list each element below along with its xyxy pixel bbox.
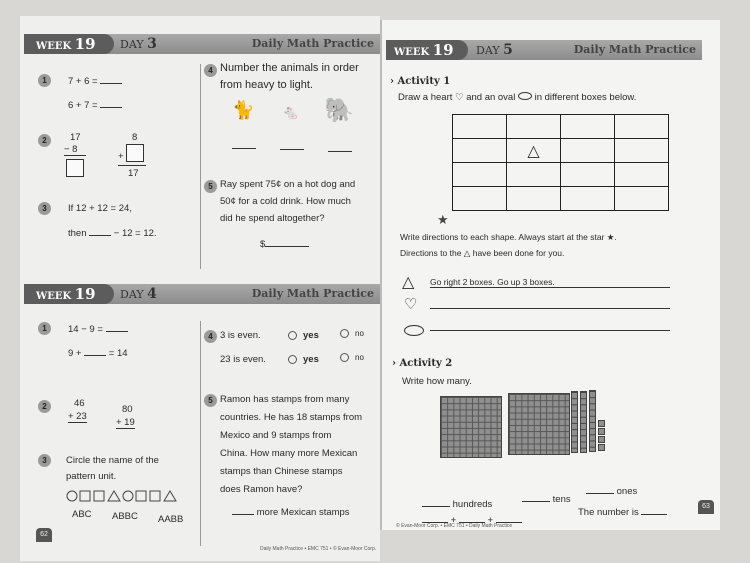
answer-blank[interactable]	[522, 493, 550, 502]
yes-radio[interactable]	[288, 330, 319, 341]
left-page	[20, 16, 380, 561]
one-unit	[598, 444, 605, 451]
activity1-title: › Activity 1	[390, 76, 451, 87]
q2-p1-bottom: + 23	[68, 411, 87, 422]
grid-cell[interactable]	[453, 115, 507, 139]
day5-header	[386, 40, 702, 60]
grid-cell[interactable]	[561, 163, 615, 187]
radio-circle[interactable]	[288, 355, 297, 364]
answer-blank[interactable]	[459, 514, 485, 523]
q1-b2: = 14	[108, 348, 128, 359]
ones-label: ones	[616, 486, 638, 497]
q2-p2-top: 80	[122, 404, 133, 415]
q2-bottom2: 17	[128, 168, 139, 179]
no-radio[interactable]	[340, 353, 364, 362]
q4-line2: from heavy to light.	[220, 79, 313, 91]
option-abbc[interactable]: ABBC	[112, 511, 138, 522]
q2-top1: 17	[70, 132, 81, 143]
q5-line3: did he spend altogether?	[220, 213, 325, 224]
q3-b	[68, 227, 157, 239]
q5-line3: Mexico and 9 stamps from	[220, 430, 332, 441]
direction-grid	[452, 114, 669, 211]
number-is-field	[578, 506, 667, 518]
question-number: 2	[38, 134, 51, 147]
week-label: WEEK	[394, 47, 430, 58]
answer-blank[interactable]	[496, 514, 522, 523]
star-icon: ★	[437, 212, 449, 227]
grid-cell[interactable]	[561, 187, 615, 211]
directions-line1: Write directions to each shape. Always start at the star ★.	[400, 232, 617, 242]
grid-cell[interactable]	[453, 139, 507, 163]
page-footer: © Evan-Moor Corp. • EMC 751 • Daily Math Practice	[396, 523, 513, 529]
grid-cell[interactable]	[453, 187, 507, 211]
tens-field	[522, 493, 571, 505]
q5-line4: China. How many more Mexican	[220, 448, 358, 459]
radio-circle[interactable]	[340, 353, 349, 362]
day-text: DAY	[476, 44, 500, 57]
day-number: 5	[503, 42, 513, 58]
grid-cell[interactable]	[453, 163, 507, 187]
q1-a-text: 7 + 6 =	[68, 76, 98, 87]
week-number: 19	[432, 41, 454, 59]
tens-label: tens	[552, 494, 571, 505]
option-aabb[interactable]: AABB	[158, 514, 184, 525]
q3-line1: Circle the name of the	[66, 455, 159, 466]
q3-b1: then	[68, 228, 87, 239]
q5-line2: countries. He has 18 stamps from	[220, 412, 363, 423]
day-label	[476, 40, 513, 61]
cat-icon: 🐈	[232, 100, 255, 120]
q2-p2-bottom: + 19	[116, 417, 135, 428]
option-abc[interactable]: ABC	[72, 509, 92, 520]
answer-blank[interactable]	[422, 498, 450, 507]
day-text: DAY	[120, 288, 144, 301]
ten-rod	[580, 391, 587, 453]
q2-top2: 8	[132, 132, 138, 143]
one-unit	[598, 436, 605, 443]
ten-rod	[571, 391, 578, 453]
page-number: 63	[698, 500, 714, 514]
answer-unit: more Mexican stamps	[256, 507, 350, 518]
header-title: Daily Math Practice	[573, 43, 696, 56]
activity1-title-text: Activity 1	[397, 76, 451, 87]
answer-blank[interactable]	[328, 151, 352, 152]
triangle-icon: △	[463, 248, 471, 258]
triangle-directions[interactable]: Go right 2 boxes. Go up 3 boxes.	[430, 277, 670, 288]
one-unit	[598, 428, 605, 435]
q5-line1: Ray spent 75¢ on a hot dog and	[220, 179, 356, 190]
q5-answer	[232, 506, 350, 518]
oval-icon	[404, 325, 424, 336]
answer-blank[interactable]	[100, 75, 122, 84]
q5-line5: stamps than Chinese stamps	[220, 466, 343, 477]
right-page	[380, 20, 720, 530]
radio-circle[interactable]	[288, 331, 297, 340]
heart-directions-blank[interactable]	[430, 308, 670, 309]
star-icon: ★	[606, 232, 615, 242]
sum-line	[118, 165, 146, 166]
ones-field	[586, 485, 637, 497]
answer-blank[interactable]	[232, 506, 254, 515]
activity1-instructions	[398, 92, 636, 103]
question-number: 5	[204, 394, 217, 407]
answer-box[interactable]	[126, 144, 144, 162]
plus-sign: +	[450, 515, 457, 526]
day3-header	[24, 34, 380, 54]
q4-statement2: 23 is even.	[220, 354, 266, 365]
week-label: WEEK	[36, 291, 72, 302]
question-number: 5	[204, 180, 217, 193]
no-label: no	[355, 353, 364, 362]
yes-label: yes	[303, 330, 319, 341]
q1-b1: 9 +	[68, 348, 82, 359]
directions-line2	[400, 248, 564, 259]
answer-blank[interactable]	[232, 148, 256, 149]
radio-circle[interactable]	[340, 329, 349, 338]
q5-line6: does Ramon have?	[220, 484, 303, 495]
instr-c: in different boxes below.	[534, 92, 637, 103]
mouse-icon: 🐁	[282, 104, 300, 120]
page-number: 62	[36, 528, 52, 542]
grid-cell[interactable]	[561, 139, 615, 163]
day-text: DAY	[120, 38, 144, 51]
q5-answer	[260, 238, 309, 250]
question-number: 3	[38, 202, 51, 215]
header-title: Daily Math Practice	[251, 37, 374, 50]
q4-statement1: 3 is even.	[220, 330, 261, 341]
question-number: 2	[38, 400, 51, 413]
answer-blank[interactable]	[422, 514, 448, 523]
activity2-title: › Activity 2	[392, 358, 453, 369]
q5-line1: Ramon has stamps from many	[220, 394, 350, 405]
week-badge	[24, 284, 114, 304]
no-radio[interactable]	[340, 329, 364, 338]
answer-blank[interactable]	[265, 238, 309, 247]
q1-line-a	[68, 75, 122, 87]
grid-cell[interactable]	[615, 139, 669, 163]
q1-line-b	[68, 99, 122, 111]
answer-blank[interactable]	[586, 485, 614, 494]
directions-2a: Directions to the	[400, 248, 462, 258]
answer-blank[interactable]	[100, 99, 122, 108]
yes-label: yes	[303, 354, 319, 365]
triangle-icon: △	[402, 274, 415, 291]
grid-cell[interactable]	[507, 163, 561, 187]
hundred-flat	[440, 396, 502, 458]
hundred-flat	[508, 393, 570, 455]
week-label: WEEK	[36, 41, 72, 52]
question-number: 4	[204, 330, 217, 343]
answer-box[interactable]	[66, 159, 84, 177]
directions-1: Write directions to each shape. Always start at the star	[400, 232, 605, 242]
q5-line2: 50¢ for a cold drink. How much	[220, 196, 351, 207]
grid-cell[interactable]	[615, 115, 669, 139]
grid-cell[interactable]	[507, 139, 561, 163]
q2-op2: +	[118, 151, 124, 162]
answer-blank[interactable]	[84, 347, 106, 356]
dollar-sign: $	[260, 239, 266, 250]
q1-b-text: 6 + 7 =	[68, 100, 98, 111]
instr-b: and an oval	[466, 92, 516, 103]
day4-header	[24, 284, 380, 304]
triangle-icon: △	[527, 142, 540, 160]
grid-cell[interactable]	[507, 187, 561, 211]
oval-icon	[518, 92, 532, 100]
question-number: 1	[38, 322, 51, 335]
q4-line1: Number the animals in order	[220, 62, 359, 74]
q1-line-b	[68, 347, 128, 359]
heart-icon: ♡	[404, 296, 418, 313]
header-title: Daily Math Practice	[251, 287, 374, 300]
answer-blank[interactable]	[89, 227, 111, 236]
grid-cell[interactable]	[561, 115, 615, 139]
q3-a: If 12 + 12 = 24,	[68, 203, 132, 214]
hundreds-field	[422, 498, 492, 510]
answer-blank[interactable]	[641, 506, 667, 515]
week-badge	[24, 34, 114, 54]
day-label	[120, 284, 157, 305]
q2-p1-top: 46	[74, 398, 85, 409]
grid-cell[interactable]	[615, 163, 669, 187]
week-number: 19	[74, 35, 96, 53]
elephant-icon: 🐘	[324, 97, 354, 124]
q3-line2: pattern unit.	[66, 471, 117, 482]
q3-b2: − 12 = 12.	[113, 228, 157, 239]
answer-blank[interactable]	[280, 149, 304, 150]
answer-blank[interactable]	[106, 323, 128, 332]
day-number: 4	[147, 286, 157, 302]
instr-a: Draw a heart	[398, 92, 453, 103]
hundreds-label: hundreds	[452, 499, 493, 510]
question-number: 1	[38, 74, 51, 87]
one-unit	[598, 420, 605, 427]
q1-a-text: 14 − 9 =	[68, 324, 103, 335]
q1-line-a	[68, 323, 128, 335]
heart-icon: ♡	[455, 92, 464, 103]
week-badge	[386, 40, 468, 60]
no-label: no	[355, 329, 364, 338]
number-is-label: The number is	[578, 507, 639, 518]
divider	[200, 321, 201, 546]
divider	[200, 64, 201, 269]
activity2-title-text: Activity 2	[399, 358, 453, 369]
activity2-instructions: Write how many.	[402, 376, 472, 387]
day-label	[120, 34, 157, 55]
yes-radio[interactable]	[288, 354, 319, 365]
grid-cell[interactable]	[615, 187, 669, 211]
pattern-shapes	[66, 488, 192, 504]
question-number: 3	[38, 454, 51, 467]
question-number: 4	[204, 64, 217, 77]
directions-2b: have been done for you.	[472, 248, 565, 258]
week-number: 19	[74, 285, 96, 303]
page-footer: Daily Math Practice • EMC 751 • © Evan-Moor Corp.	[260, 546, 377, 552]
plus-sign: +	[487, 515, 494, 526]
q2-op1: − 8	[64, 144, 86, 156]
grid-cell[interactable]	[507, 115, 561, 139]
ten-rod	[589, 390, 596, 452]
oval-directions-blank[interactable]	[430, 330, 670, 331]
day-number: 3	[147, 36, 157, 52]
